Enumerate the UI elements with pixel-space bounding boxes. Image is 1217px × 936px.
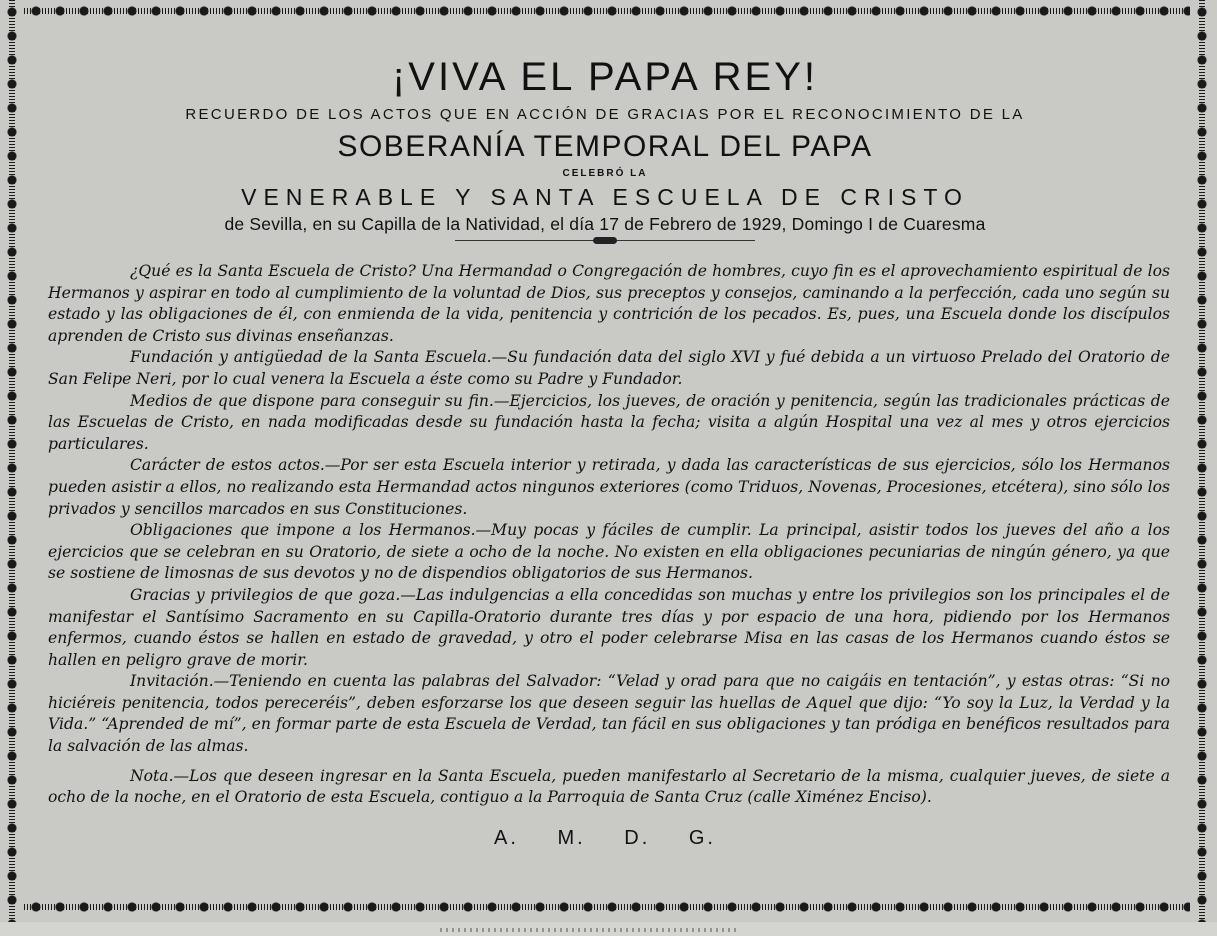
divider-ornament-center (593, 237, 617, 244)
footer-amdg: A. M. D. G. (494, 826, 716, 849)
paragraph-fundacion: Fundación y antigüedad de la Santa Escuela.—Su fundación data del siglo XVI y fué debida a un virtuoso Prelado del Oratorio de San Felipe Neri, por lo cual venera la Escuela a éste como su Padre y Fundador. (48, 348, 1170, 388)
subtitle-escuela: VENERABLE Y SANTA ESCUELA DE CRISTO (241, 184, 969, 210)
paragraph-que-es: ¿Qué es la Santa Escuela de Cristo? Una Hermandad o Congregación de hombres, cuyo fin es el aprovechamiento espiritual de los Hermanos y aspirar en todo al cumplimiento de la voluntad de Dios, sus preceptos y consejos, caminando a la perfección, cada uno según su estado y las obligaciones de él, con enmienda de la vida, penitencia y contrición de los pecados. Es, pues, una Escuela donde los discípulos aprenden de Cristo sus divinas enseñanzas. (48, 262, 1170, 345)
ornamental-border-top (0, 0, 1217, 22)
paragraph-medios: Medios de que dispone para conseguir su fin.—Ejercicios, los jueves, de oración y penitencia, según las tradicionales prácticas de las Escuelas de Cristo, en nada modificadas desde su fundación hasta la fecha; visita a algún Hospital una vez al mes y otros ejercicios particulares. (48, 391, 1170, 453)
subtitle-celebro: CELEBRÓ LA (562, 168, 648, 179)
body-text (40, 261, 1170, 809)
ornamental-border-left (0, 0, 24, 922)
print-specks (440, 928, 740, 932)
paragraph-obligaciones: Obligaciones que impone a los Hermanos.—Muy pocas y fáciles de cumplir. La principal, asistir todos los jueves del año a los ejercicios que se celebran en su Oratorio, de siete a ocho de la noche. No existen en ella obligaciones pecuniarias de ningún género, ya que se sostiene de limosnas de sus devotos y no de dispendios obligatorios de sus Hermanos. (48, 521, 1170, 583)
ornamental-border-right (1190, 0, 1217, 922)
main-title: ¡VIVA EL PAPA REY! (391, 55, 818, 99)
subtitle-soberania: SOBERANÍA TEMPORAL DEL PAPA (337, 130, 873, 163)
paragraph-caracter: Carácter de estos actos.—Por ser esta Escuela interior y retirada, y dada las características de sus ejercicios, sólo los Hermanos pueden asistir a ellos, no realizando esta Hermandad actos ningunos exteriores (como Triduos, Novenas, Procesiones, etcétera), sino sólo los privados y sencillos marcados en sus Constituciones. (48, 456, 1170, 518)
divider-ornament (455, 237, 755, 245)
paragraph-gracias: Gracias y privilegios de que goza.—Las indulgencias a ella concedidas son muchas y entre los privilegios son los principales el de manifestar el Santísimo Sacramento en su Capilla-Oratorio durante tres días y por espacio de una hora, pidiendo por los Hermanos enfermos, cuando éstos se hallen en estado de gravedad, y otro el poder celebrarse Misa en las casas de los Hermanos cuando éstos se hallen en peligro grave de morir. (48, 585, 1170, 669)
ornamental-border-bottom (0, 896, 1217, 922)
paragraph-nota: Nota.—Los que deseen ingresar en la Santa Escuela, pueden manifestarlo al Secretario de la misma, cualquier jueves, de siete a ocho de la noche, en el Oratorio de esta Escuela, contiguo a la Parroquia de Santa Cruz (calle Ximénez Enciso). (48, 766, 1170, 807)
paragraph-invitacion: Invitación.—Teniendo en cuenta las palabras del Salvador: “Velad y orad para que no caigáis en tentación”, y estas otras: “Si no hiciéreis penitencia, todos pereceréis”, deben esforzarse los que deseen seguir las huellas de Aquel que dijo: “Yo soy la Luz, la Verdad y la Vida.” “Aprended de mí”, en formar parte de esta Escuela de Verdad, tan fácil en sus obligaciones y tan pródiga en benéficos resultados para la salvación de las almas. (48, 672, 1170, 756)
subtitle-lugar-fecha: de Sevilla, en su Capilla de la Natividad, el día 17 de Febrero de 1929, Domingo I de Cuaresma (224, 214, 986, 234)
document-body (40, 40, 1170, 850)
bottom-margin-strip (0, 922, 1217, 936)
subtitle-recuerdo: RECUERDO DE LOS ACTOS QUE EN ACCIÓN DE GRACIAS POR EL RECONOCIMIENTO DE LA (185, 106, 1025, 123)
